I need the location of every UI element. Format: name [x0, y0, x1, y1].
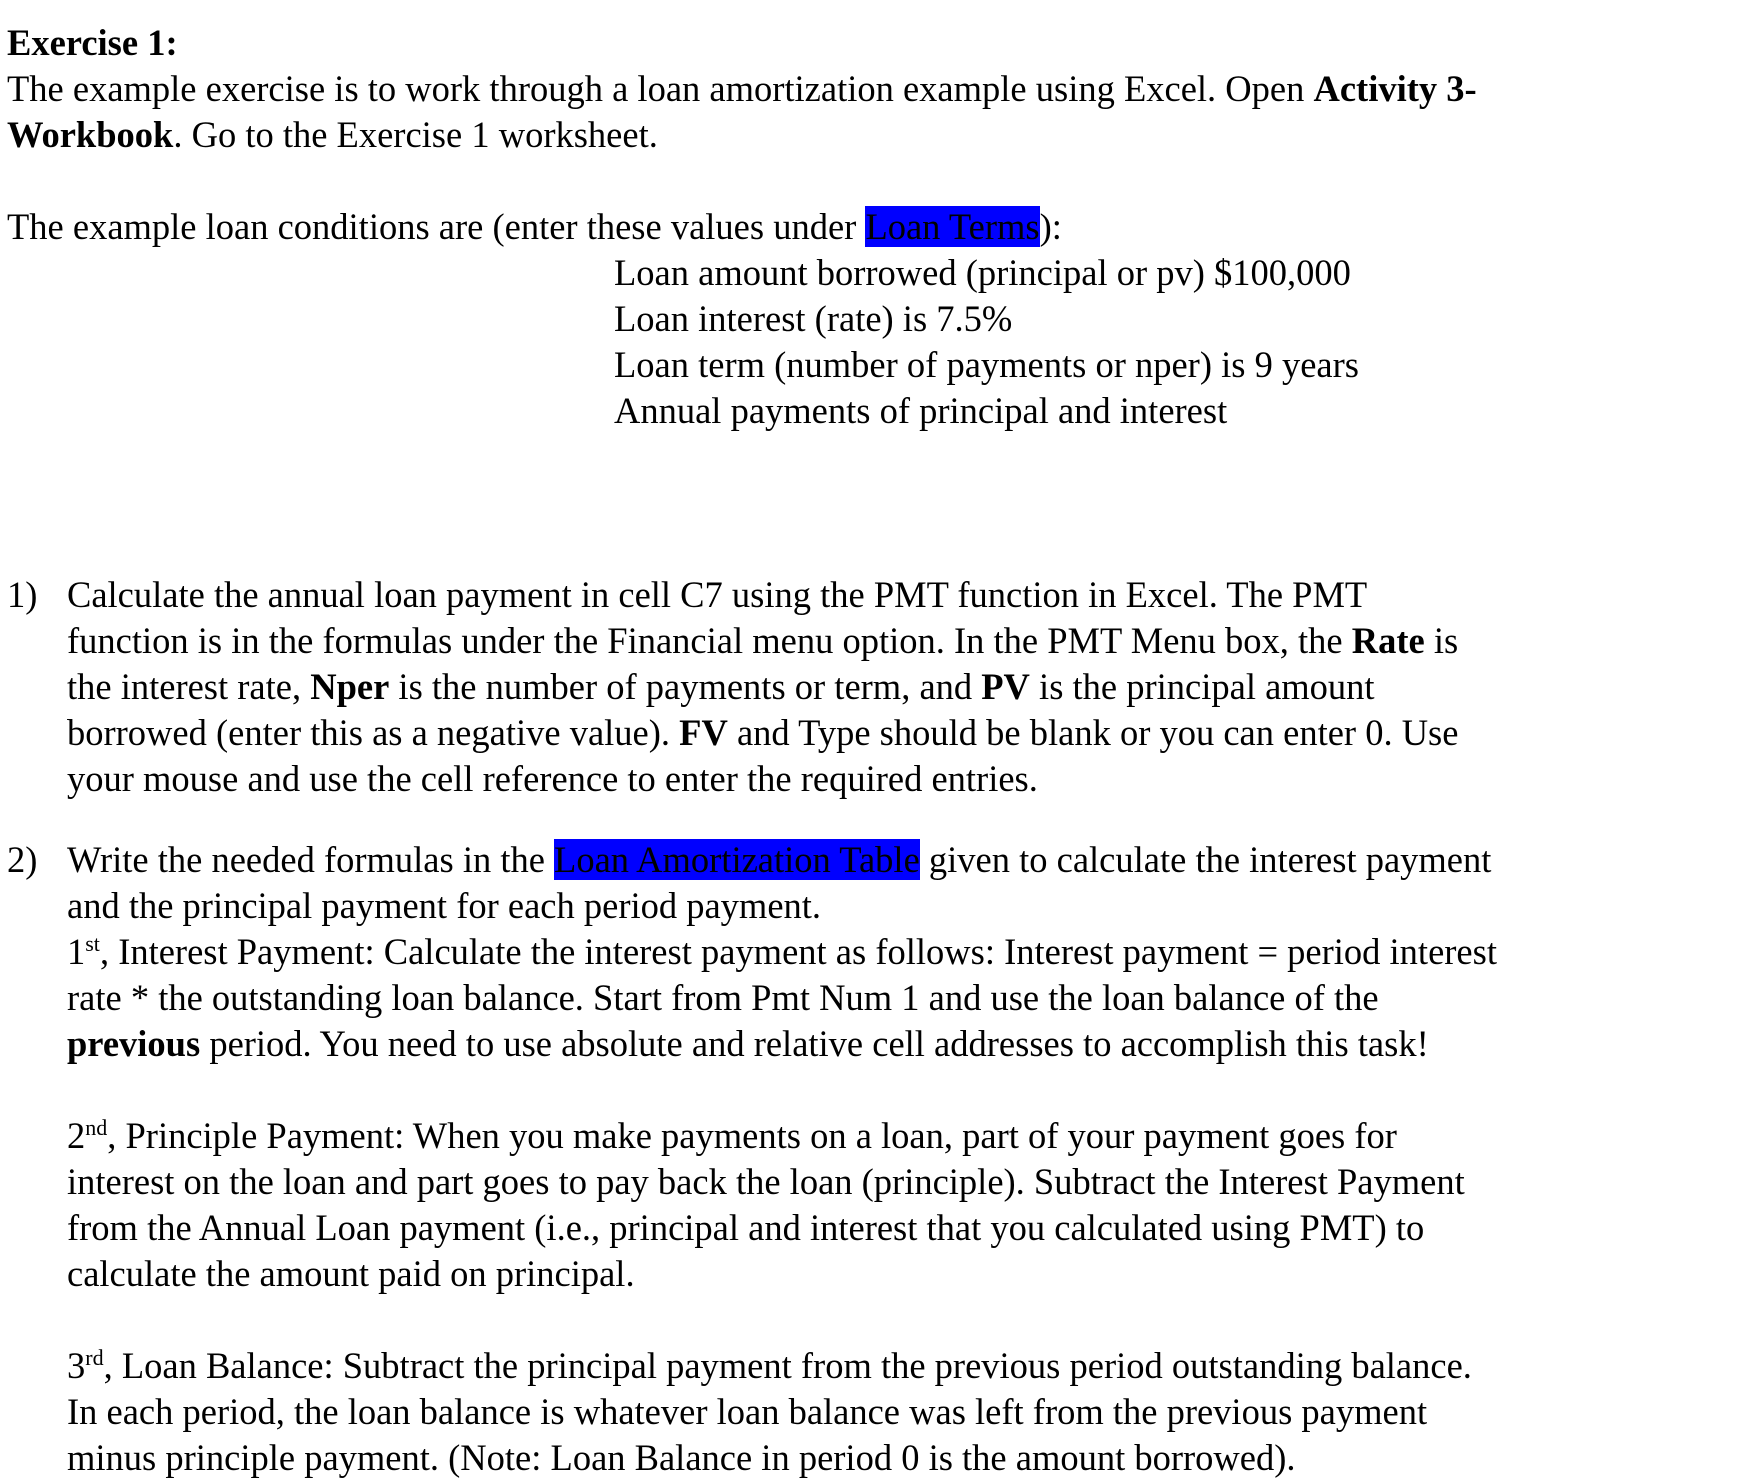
- step-1-line: borrowed (enter this as a negative value). FV and Type should be blank or you can enter 0. Use: [67, 712, 1459, 753]
- step-1: [7, 572, 1752, 802]
- step-number: 1): [7, 574, 38, 615]
- step-2: [7, 837, 1752, 1481]
- exercise-title: Exercise 1:: [7, 22, 178, 63]
- step-2-line: and the principal payment for each period payment.: [67, 885, 822, 926]
- step-number: 2): [7, 839, 38, 880]
- intro-line-1: The example exercise is to work through a loan amortization example using Excel. Open Activity 3-: [7, 68, 1477, 109]
- step-1-line: function is in the formulas under the Financial menu option. In the PMT Menu box, the Rate is: [67, 620, 1459, 661]
- condition-item: Loan amount borrowed (principal or pv) $100,000: [614, 252, 1351, 293]
- intro-line-2: Workbook. Go to the Exercise 1 worksheet.: [7, 114, 658, 155]
- loan-terms-highlight: Loan Terms: [865, 206, 1040, 247]
- workbook-bold: Workbook: [7, 114, 174, 155]
- activity-bold: Activity 3-: [1313, 68, 1477, 109]
- document-body: [7, 20, 1752, 1481]
- condition-item: Annual payments of principal and interest: [614, 390, 1228, 431]
- condition-item: Loan interest (rate) is 7.5%: [614, 298, 1013, 339]
- step-1-line: Calculate the annual loan payment in cell C7 using the PMT function in Excel. The PMT: [67, 574, 1368, 615]
- step-1-line: the interest rate, Nper is the number of payments or term, and PV is the principal amount: [67, 666, 1375, 707]
- loan-balance-section: 3rd, Loan Balance: Subtract the principal payment from the previous period outstanding balance. In each period, the loan balance is whatever loan balance was left from the previous payment minus principle payment. (Note: Loan Balance in period 0 is the amount borrowed).: [67, 1345, 1472, 1478]
- step-2-line: Write the needed formulas in the Loan Amortization Table given to calculate the interest payment: [67, 839, 1492, 880]
- amortization-table-highlight: Loan Amortization Table: [554, 839, 920, 880]
- condition-item: Loan term (number of payments or nper) is 9 years: [614, 344, 1359, 385]
- loan-conditions: [7, 204, 1752, 434]
- conditions-lead: The example loan conditions are (enter these values under Loan Terms):: [7, 206, 1062, 247]
- step-1-line: your mouse and use the cell reference to enter the required entries.: [67, 758, 1038, 799]
- conditions-list: [7, 250, 1752, 434]
- principle-payment-section: 2nd, Principle Payment: When you make payments on a loan, part of your payment goes for interest on the loan and part goes to pay back the loan (principle). Subtract the Interest Payment from the Annual Loan payment (i.e., principal and interest that you calculated using PMT) to calculate the amount paid on principal.: [67, 1115, 1465, 1294]
- interest-payment-section: 1st, Interest Payment: Calculate the interest payment as follows: Interest payment = period interest rate * the outstanding loan balance. Start from Pmt Num 1 and use the loan balance of the previous period. You need to use absolute and relative cell addresses to accomplish this task!: [67, 931, 1497, 1064]
- intro-paragraph: [7, 66, 1752, 158]
